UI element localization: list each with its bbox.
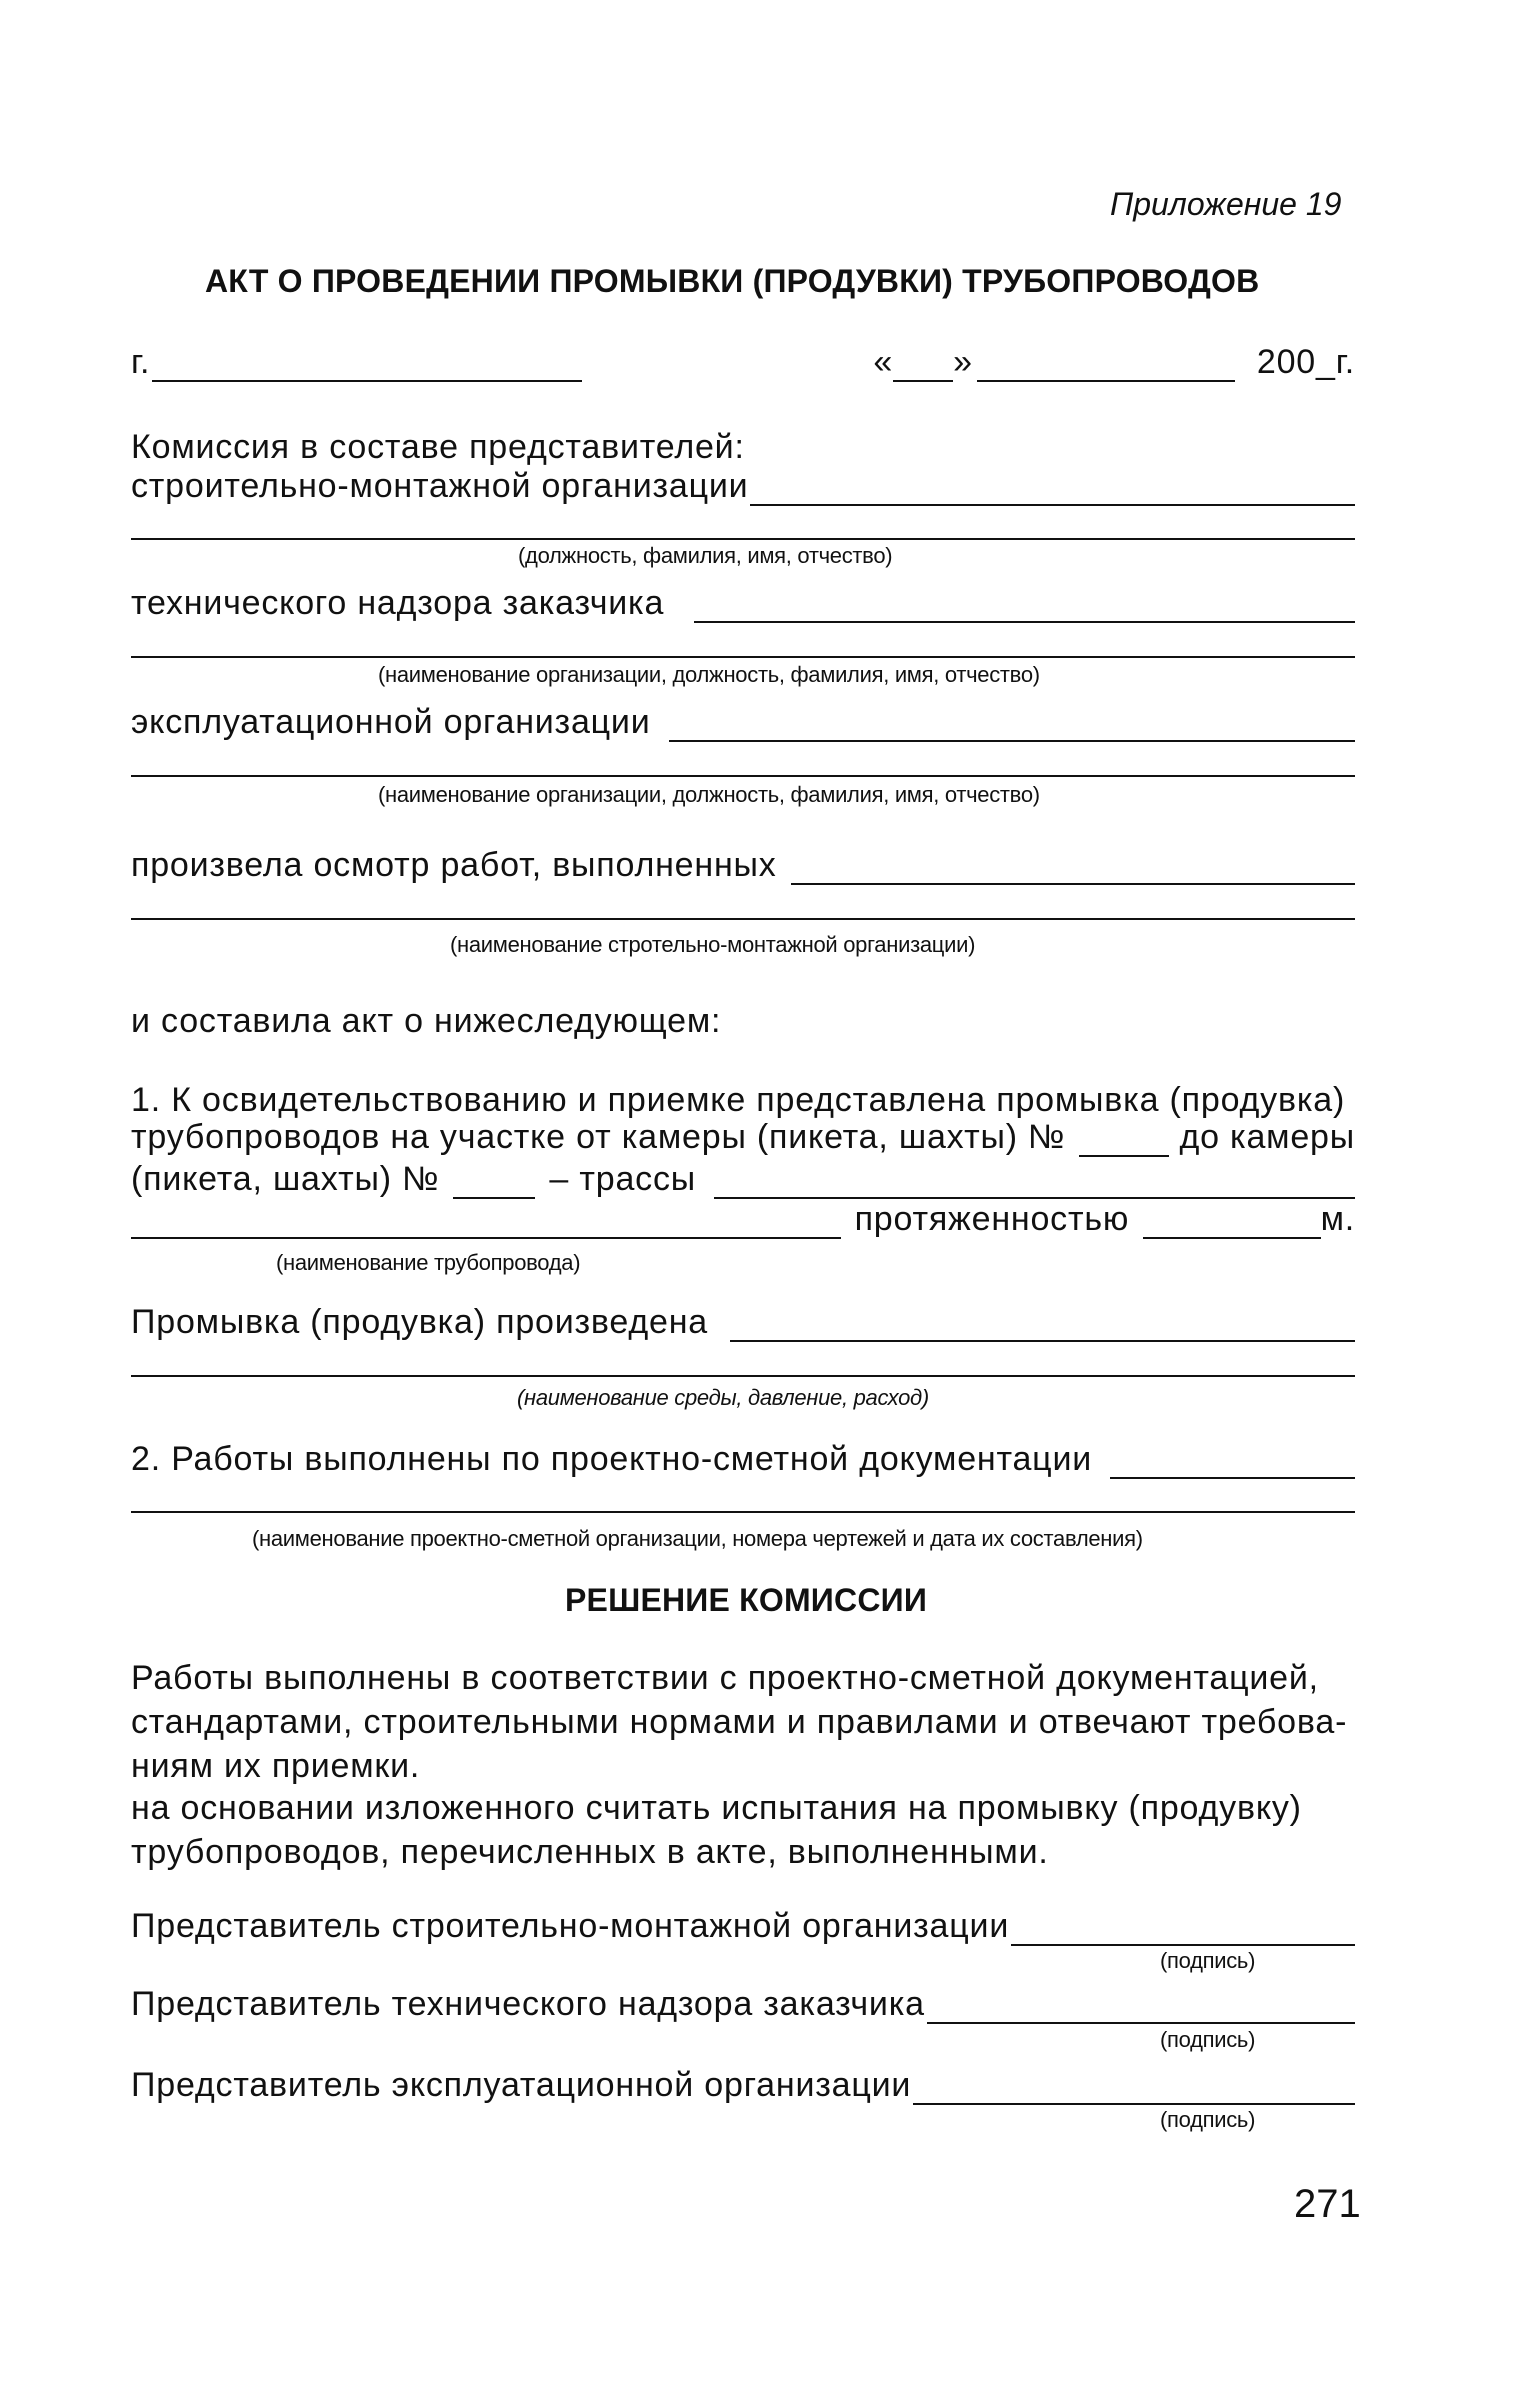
item2-row	[131, 1440, 1355, 1479]
chamber-to-field[interactable]	[453, 1171, 535, 1199]
tech-field[interactable]	[694, 595, 1355, 623]
signature-field-smo[interactable]	[1011, 1918, 1355, 1946]
item1-line2	[131, 1118, 1355, 1157]
item2-caption: (наименование проектно-сметной организации, номера чертежей и дата их составления)	[252, 1526, 1143, 1551]
item2-field[interactable]	[1110, 1451, 1355, 1479]
city-date-row	[131, 343, 1355, 382]
inspected-row	[131, 846, 1355, 885]
chamber-from-field[interactable]	[1079, 1129, 1169, 1157]
signature-row-tech	[131, 1985, 1355, 2024]
decision-heading: РЕШЕНИЕ КОМИССИИ	[565, 1582, 928, 1618]
appendix-label: Приложение 19	[1110, 186, 1342, 222]
expl-field-continuation[interactable]	[131, 775, 1355, 777]
city-prefix: г.	[131, 343, 151, 381]
item2-label: 2. Работы выполнены по проектно-сметной документации	[131, 1440, 1093, 1478]
tech-label: технического надзора заказчика	[131, 584, 665, 622]
item1-line3-text: (пикета, шахты) №	[131, 1160, 440, 1198]
inspected-label: произвела осмотр работ, выполненных	[131, 846, 777, 884]
expl-caption: (наименование организации, должность, фамилия, имя, отчество)	[378, 782, 1040, 807]
inspected-caption: (наименование стротельно-монтажной организации)	[450, 932, 976, 957]
smo-field[interactable]	[750, 478, 1355, 506]
expl-field[interactable]	[669, 714, 1355, 742]
length-field[interactable]	[1143, 1211, 1320, 1239]
smo-field-continuation[interactable]	[131, 538, 1355, 540]
flush-row	[131, 1303, 1355, 1342]
signature-row-smo	[131, 1907, 1355, 1946]
inspected-field[interactable]	[791, 857, 1355, 885]
signature-label-smo: Представитель строительно-монтажной организации	[131, 1907, 1010, 1945]
flush-label: Промывка (продувка) произведена	[131, 1303, 709, 1341]
quote-open: «	[873, 343, 894, 381]
day-field[interactable]	[893, 354, 953, 382]
item1-line3	[131, 1160, 1355, 1199]
item1-line2-end: до камеры	[1179, 1118, 1355, 1156]
expl-label: эксплуатационной организации	[131, 703, 651, 741]
year-field: 200_г.	[1256, 343, 1355, 381]
decision-p1-line1: Работы выполнены в соответствии с проектно-сметной документацией,	[131, 1659, 1319, 1697]
tech-row	[131, 584, 1355, 623]
quote-close: »	[953, 343, 973, 381]
smo-caption: (должность, фамилия, имя, отчество)	[518, 543, 893, 568]
signature-caption-smo: (подпись)	[1160, 1948, 1256, 1973]
act-intro: и составила акт о нижеследующем:	[131, 1002, 722, 1040]
unit-label: м.	[1320, 1200, 1355, 1238]
signature-label-expl: Представитель эксплуатационной организации	[131, 2066, 912, 2104]
page-number: 271	[1294, 2182, 1361, 2226]
flush-caption[interactable]: (наименование среды, давление, расход)	[517, 1385, 929, 1410]
smo-row	[131, 467, 1355, 506]
tech-caption: (наименование организации, должность, фамилия, имя, отчество)	[378, 662, 1040, 687]
item1-line2-text: трубопроводов на участке от камеры (пикета, шахты) №	[131, 1118, 1066, 1156]
pipeline-name-field[interactable]	[131, 1211, 841, 1239]
document-title: АКТ О ПРОВЕДЕНИИ ПРОМЫВКИ (ПРОДУВКИ) ТРУБОПРОВОДОВ	[205, 263, 1260, 299]
item1-line4	[131, 1200, 1355, 1239]
decision-p1-line3: ниям их приемки.	[131, 1747, 421, 1785]
signature-field-expl[interactable]	[913, 2077, 1355, 2105]
pipeline-caption: (наименование трубопровода)	[276, 1250, 581, 1275]
route-label: – трассы	[549, 1160, 697, 1198]
route-field[interactable]	[714, 1171, 1355, 1199]
decision-p2-line2: трубопроводов, перечисленных в акте, выполненными.	[131, 1833, 1049, 1871]
commission-intro: Комиссия в составе представителей:	[131, 428, 745, 466]
month-field[interactable]	[977, 354, 1235, 382]
flush-field[interactable]	[730, 1314, 1355, 1342]
expl-row	[131, 703, 1355, 742]
smo-label: строительно-монтажной организации	[131, 467, 749, 505]
decision-p2-line1: на основании изложенного считать испытания на промывку (продувку)	[131, 1789, 1302, 1827]
flush-field-continuation[interactable]	[131, 1375, 1355, 1377]
signature-caption-tech: (подпись)	[1160, 2027, 1256, 2052]
signature-row-expl	[131, 2066, 1355, 2105]
tech-field-continuation[interactable]	[131, 656, 1355, 658]
signature-field-tech[interactable]	[927, 1996, 1355, 2024]
decision-p1-line2: стандартами, строительными нормами и правилами и отвечают требова-	[131, 1703, 1348, 1741]
item1-line1: 1. К освидетельствованию и приемке представлена промывка (продувка)	[131, 1081, 1346, 1119]
inspected-field-continuation[interactable]	[131, 918, 1355, 920]
item2-field-continuation[interactable]	[131, 1511, 1355, 1513]
signature-label-tech: Представитель технического надзора заказчика	[131, 1985, 925, 2023]
length-label: протяженностью	[854, 1200, 1130, 1238]
signature-caption-expl: (подпись)	[1160, 2107, 1256, 2132]
city-field[interactable]	[152, 354, 582, 382]
